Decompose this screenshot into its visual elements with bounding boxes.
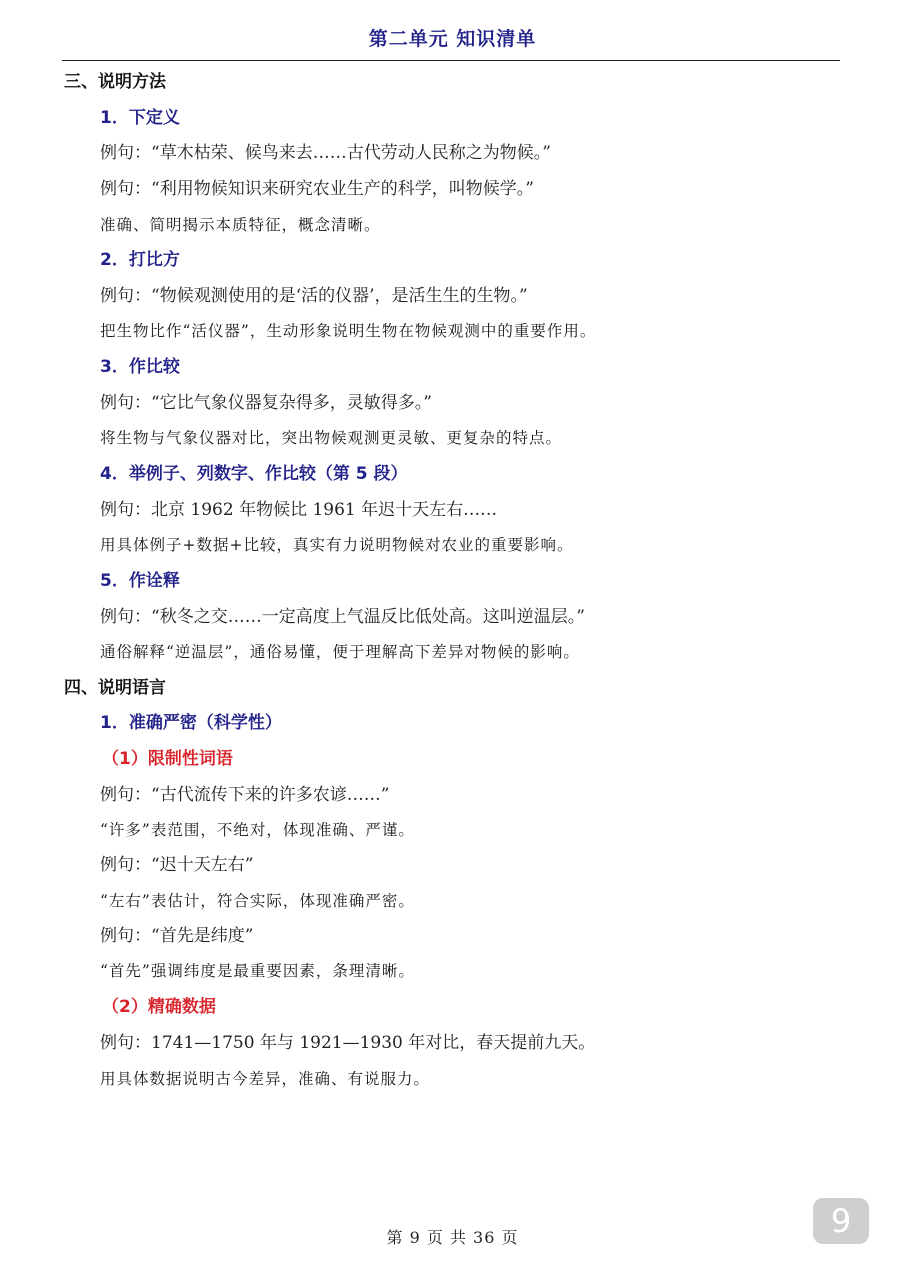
section-title-methods: 三、说明方法 [64, 72, 166, 92]
language-subheading-accuracy: 1．准确严密（科学性） [100, 713, 282, 733]
example-sentence: 例句：“它比气象仪器复杂得多，灵敏得多。” [100, 393, 432, 413]
method-heading-examples-numbers: 4．举例子、列数字、作比较（第 5 段） [100, 464, 408, 484]
analysis-note: 把生物比作“活仪器”，生动形象说明生物在物候观测中的重要作用。 [100, 322, 597, 340]
header-divider [62, 60, 840, 61]
group-heading-limiting-words: （1）限制性词语 [102, 749, 233, 769]
analysis-note: “许多”表范围，不绝对，体现准确、严谨。 [100, 821, 415, 839]
method-heading-comparison: 3．作比较 [100, 357, 180, 377]
analysis-note: 将生物与气象仪器对比，突出物候观测更灵敏、更复杂的特点。 [100, 429, 563, 447]
example-sentence: 例句：“利用物候知识来研究农业生产的科学，叫物候学。” [100, 179, 534, 199]
example-sentence: 例句：1741—1750 年与 1921—1930 年对比，春天提前九天。 [100, 1033, 596, 1053]
analysis-note: 准确、简明揭示本质特征，概念清晰。 [100, 216, 381, 234]
method-heading-definition: 1．下定义 [100, 108, 180, 128]
page-footer: 第 9 页 共 36 页 [386, 1228, 519, 1247]
example-sentence: 例句：北京 1962 年物候比 1961 年迟十天左右…… [100, 500, 498, 520]
group-heading-precise-data: （2）精确数据 [102, 997, 216, 1017]
analysis-note: “首先”强调纬度是最重要因素，条理清晰。 [100, 962, 415, 980]
page-header-title: 第二单元 知识清单 [368, 28, 537, 50]
example-sentence: 例句：“秋冬之交……一定高度上气温反比低处高。这叫逆温层。” [100, 607, 585, 627]
analysis-note: 用具体例子+数据+比较，真实有力说明物候对农业的重要影响。 [100, 536, 574, 554]
example-sentence: 例句：“首先是纬度” [100, 926, 254, 946]
example-sentence: 例句：“物候观测使用的是‘活的仪器’，是活生生的生物。” [100, 286, 528, 306]
method-heading-explanation: 5．作诠释 [100, 571, 180, 591]
analysis-note: “左右”表估计，符合实际，体现准确严密。 [100, 892, 415, 910]
analysis-note: 通俗解释“逆温层”，通俗易懂，便于理解高下差异对物候的影响。 [100, 643, 580, 661]
page-number-badge: 9 [813, 1198, 869, 1244]
example-sentence: 例句：“古代流传下来的许多农谚……” [100, 785, 390, 805]
example-sentence: 例句：“草木枯荣、候鸟来去……古代劳动人民称之为物候。” [100, 143, 551, 163]
method-heading-metaphor: 2．打比方 [100, 250, 180, 270]
section-title-language: 四、说明语言 [64, 678, 166, 698]
example-sentence: 例句：“迟十天左右” [100, 855, 254, 875]
analysis-note: 用具体数据说明古今差异，准确、有说服力。 [100, 1070, 431, 1088]
